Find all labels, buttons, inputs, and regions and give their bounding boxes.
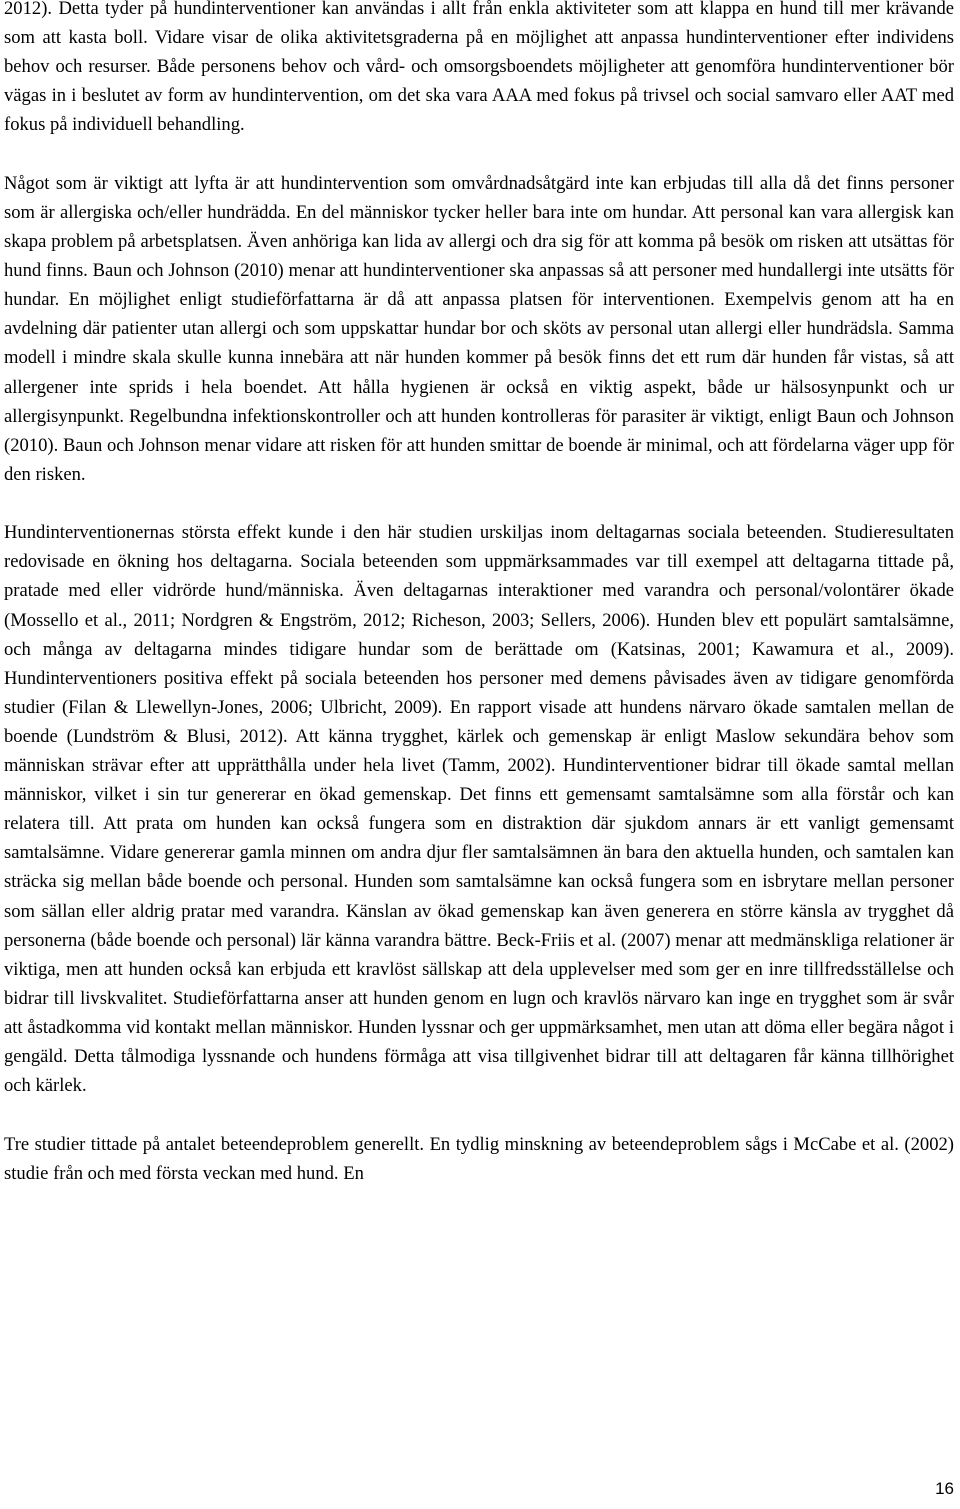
paragraph-3: Hundinterventionernas största effekt kunde i den här studien urskiljas inom deltagarnas sociala beteenden. Studieresultaten redovisade en ökning hos deltagarna. Sociala beteenden som uppmärksammades var till exempel att deltagarna tittade på, pratade med eller vidrörde hund/människa. Även deltagarnas interaktioner med varandra och personal/volontärer ökade (Mossello et al., 2011; Nordgren & Engström, 2012; Richeson, 2003; Sellers, 2006). Hunden blev ett populärt samtalsämne, och många av deltagarna mindes tidigare hundar som de berättade om (Katsinas, 2001; Kawamura et al., 2009). Hundinterventioners positiva effekt på sociala beteenden hos personer med demens påvisades även av tidigare genomförda studier (Filan & Llewellyn-Jones, 2006; Ulbricht, 2009). En rapport visade att hundens närvaro ökade samtalen mellan de boende (Lundström & Blusi, 2012). Att känna trygghet, kärlek och gemenskap är enligt Maslow sekundära behov som människan strävar efter att upprätthålla under hela livet (Tamm, 2002). Hundinterventioner bidrar till ökade samtal mellan människor, vilket i sin tur genererar en ökad gemenskap. Det finns ett gemensamt samtalsämne som alla förstår och kan relatera till. Att prata om hunden kan också fungera som en distraktion där sjukdom annars är ett vanligt gemensamt samtalsämne. Vidare genererar gamla minnen om andra djur fler samtalsämnen än bara den aktuella hunden, och samtalen kan sträcka sig mellan både boende och personal. Hunden som samtalsämne kan också fungera som en isbrytare mellan personer som sällan eller aldrig pratar med varandra. Känslan av ökad gemenskap kan även generera en större känsla av trygghet då personerna (både boende och personal) lär känna varandra bättre. Beck-Friis et al. (2007) menar att medmänskliga relationer är viktiga, men att hunden också kan erbjuda ett kravlöst sällskap att dela upplevelser med som ger en inre tillfredsställelse och bidrar till livskvalitet. Studieförfattarna anser att hunden genom en lugn och kravlös närvaro kan inge en trygghet som är svår att åstadkomma vid kontakt mellan människor. Hunden lyssnar och ger uppmärksamhet, men utan att döma eller begära något i gengäld. Detta tålmodiga lyssnande och hundens förmåga att visa tillgivenhet bidrar till att deltagaren får känna tillhörighet och kärlek. — [4, 522, 954, 1097]
paragraph-4: Tre studier tittade på antalet beteendeproblem generellt. En tydlig minskning av beteendeproblem sågs i McCabe et al. (2002) studie från och med första veckan med hund. En — [4, 1133, 954, 1184]
page-number: 16 — [935, 1479, 954, 1498]
document-page — [4, 0, 954, 1188]
paragraph-2: Något som är viktigt att lyfta är att hundintervention som omvårdnadsåtgärd inte kan erbjudas till alla då det finns personer som är allergiska och/eller hundrädda. En del människor tycker heller bara inte om hundar. Att personal kan vara allergisk kan skapa problem på arbetsplatsen. Även anhöriga kan lida av allergi och dra sig för att komma på besök om risken att utsättas för hund finns. Baun och Johnson (2010) menar att hundinterventioner ska anpassas så att personer med hundallergi inte utsätts för hundar. En möjlighet enligt studieförfattarna är då att anpassa platsen för interventionen. Exempelvis genom att ha en avdelning där patienter utan allergi och som uppskattar hundar bor och sköts av personal utan allergi eller hundrädsla. Samma modell i mindre skala skulle kunna innebära att när hunden kommer på besök finns det ett rum där hunden får vistas, så att allergener inte sprids i hela boendet. Att hålla hygienen är också en viktig aspekt, både ur hälsosynpunkt och ur allergisynpunkt. Regelbundna infektionskontroller och att hunden kontrolleras för parasiter är viktigt, enligt Baun och Johnson (2010). Baun och Johnson menar vidare att risken för att hunden smittar de boende är minimal, och att fördelarna väger upp för den risken. — [4, 172, 954, 485]
paragraph-1: 2012). Detta tyder på hundinterventioner kan användas i allt från enkla aktiviteter som att klappa en hund till mer krävande som att kasta boll. Vidare visar de olika aktivitetsgraderna på en möjlighet att anpassa hundinterventioner efter individens behov och resurser. Både personens behov och vård- och omsorgsboendets möjligheter att genomföra hundinterventioner bör vägas in i beslutet av form av hundintervention, om det ska vara AAA med fokus på trivsel och social samvaro eller AAT med fokus på individuell behandling. — [4, 0, 954, 136]
